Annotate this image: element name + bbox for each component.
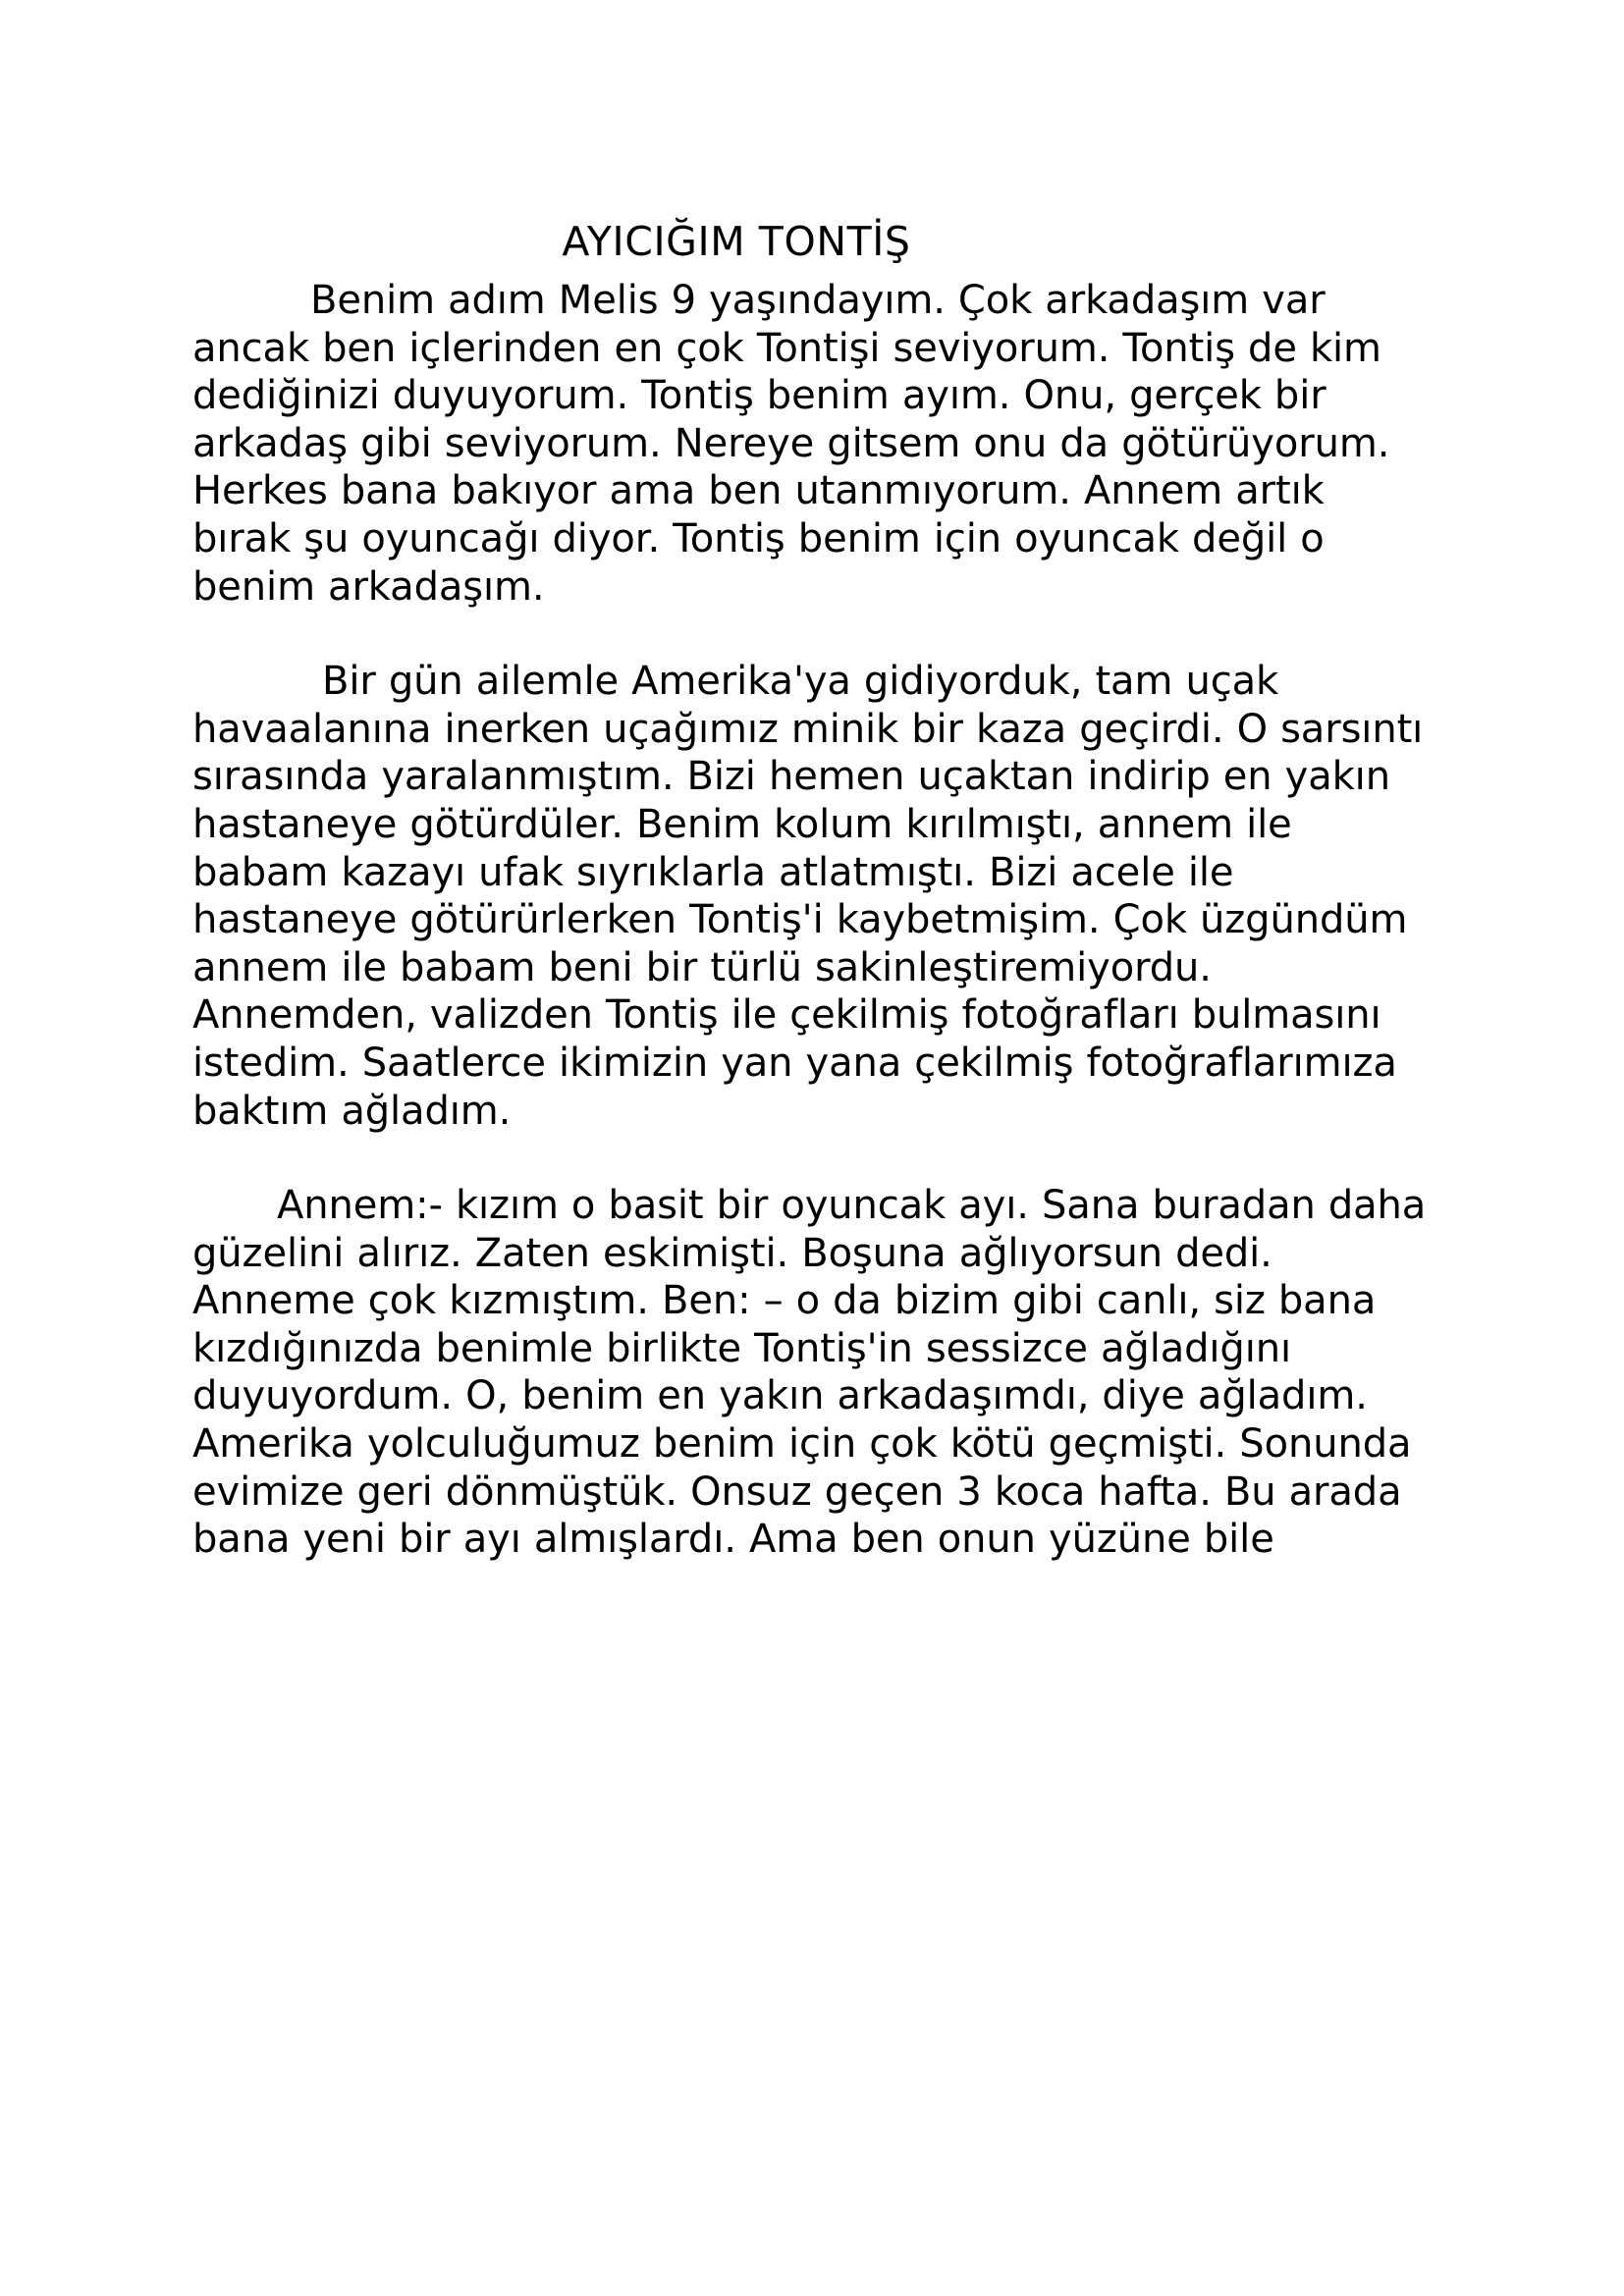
page-title: AYICIĞIM TONTİŞ	[562, 218, 911, 266]
paragraph-2: Bir gün ailemle Amerika'ya gidiyorduk, tam uçak havaalanına inerken uçağımız minik bir kaza geçirdi. O sarsıntı sırasında yaralanmıştım. Bizi hemen uçaktan indirip en yakın hastaneye götürdüler. Benim kolum kırılmıştı, annem ile babam kazayı ufak sıyrıklarla atlatmıştı. Bizi acele ile hastaneye götürürlerken Tontiş'i kaybetmişim. Çok üzgündüm annem ile babam beni bir türlü sakinleştiremiyordu. Annemden, valizden Tontiş ile çekilmiş fotoğrafları bulmasını istedim. Saatlerce ikimizin yan yana çekilmiş fotoğraflarımıza baktım ağladım.	[192, 659, 1424, 1134]
document-body	[192, 277, 1432, 1564]
paragraph-1: Benim adım Melis 9 yaşındayım. Çok arkadaşım var ancak ben içlerinden en çok Tontişi seviyorum. Tontiş de kim dediğinizi duyuyorum. Tontiş benim ayım. Onu, gerçek bir arkadaş gibi seviyorum. Nereye gitsem onu da götürüyorum. Herkes bana bakıyor ama ben utanmıyorum. Annem artık bırak şu oyuncağı diyor. Tontiş benim için oyuncak değil o benim arkadaşım.	[192, 278, 1390, 610]
paragraph-3: Annem:- kızım o basit bir oyuncak ayı. Sana buradan daha güzelini alırız. Zaten eskimişti. Boşuna ağlıyorsun dedi. Anneme çok kızmıştım. Ben: – o da bizim gibi canlı, siz bana kızdığınızda benimle birlikte Tontiş'in sessizce ağladığını duyuyordum. O, benim en yakın arkadaşımdı, diye ağladım. Amerika yolculuğumuz benim için çok kötü geçmişti. Sonunda evimize geri dönmüştük. Onsuz geçen 3 koca hafta. Bu arada bana yeni bir ayı almışlardı. Ama ben onun yüzüne bile	[192, 1183, 1427, 1563]
